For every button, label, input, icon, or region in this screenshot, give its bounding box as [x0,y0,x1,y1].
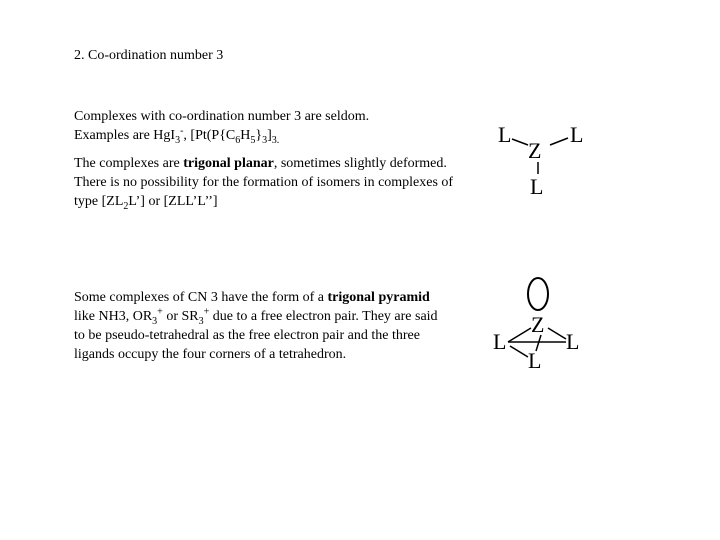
examples-prefix: Examples are HgI [74,128,176,143]
hg-subscript: 3 [175,134,181,146]
trigonal-pyramid-diagram [488,275,598,375]
bracket-close: ] [267,128,272,143]
pyramid-bond-left [508,328,531,342]
pt-prefix: , [Pt(P{C [183,128,236,143]
c-subscript: 6 [235,134,241,146]
pyramid-left-ligand: L [493,329,507,354]
bracket-subscript: 3. [271,134,280,146]
paragraph-intro [74,107,454,145]
planar-bond-left [512,139,528,145]
trigonal-planar-diagram [490,115,600,205]
p2-bold-term: trigonal planar [183,156,274,171]
p3-prefix: Some complexes of CN 3 have the form of a [74,290,328,305]
intro-line: Complexes with co-ordination number 3 are seldom. [74,109,370,124]
h-subscript: 5 [250,134,256,146]
p2-prefix: The complexes are [74,156,184,171]
p3-middle2: or SR [162,309,199,324]
paragraph-trigonal-planar [74,154,454,211]
hg-superscript: - [180,125,184,137]
pyramid-bottom-ligand: L [528,348,542,373]
pyramid-base-left-edge [510,346,528,357]
section-heading: 2. Co-ordination number 3 [74,48,224,63]
pyramid-center-atom: Z [531,312,545,337]
p3-suffix: due to a free electron pair. They are said to be pseudo-tetrahedral as the free electron pair and the three ligands occupy the four corners of a tetrahedron. [74,309,438,362]
planar-left-ligand: L [498,122,512,147]
lone-pair-icon [528,278,548,310]
h-symbol: H [240,128,251,143]
paragraph-trigonal-pyramid [74,288,444,364]
planar-bond-right [550,138,568,145]
sr-superscript: + [203,306,210,318]
planar-right-ligand: L [570,122,584,147]
planar-bottom-ligand: L [530,174,544,199]
pyramid-bond-right [548,328,566,339]
p3-bold-term: trigonal pyramid [327,290,430,305]
pyramid-right-ligand: L [566,329,580,354]
p2-middle: , sometimes slightly deformed. There is no possibility for the formation of isomers in complexes of type [ZL [74,156,454,209]
brace-subscript: 3 [262,134,268,146]
p3-middle1: like NH3, OR [74,309,153,324]
p2-suffix: L’] or [ZLL’L’’] [128,194,218,209]
sr-subscript: 3 [198,315,204,327]
planar-center-atom: Z [528,138,542,163]
brace-close: } [255,128,263,143]
or-subscript: 3 [152,315,158,327]
p2-subscript: 2 [123,200,129,212]
or-superscript: + [157,306,163,318]
